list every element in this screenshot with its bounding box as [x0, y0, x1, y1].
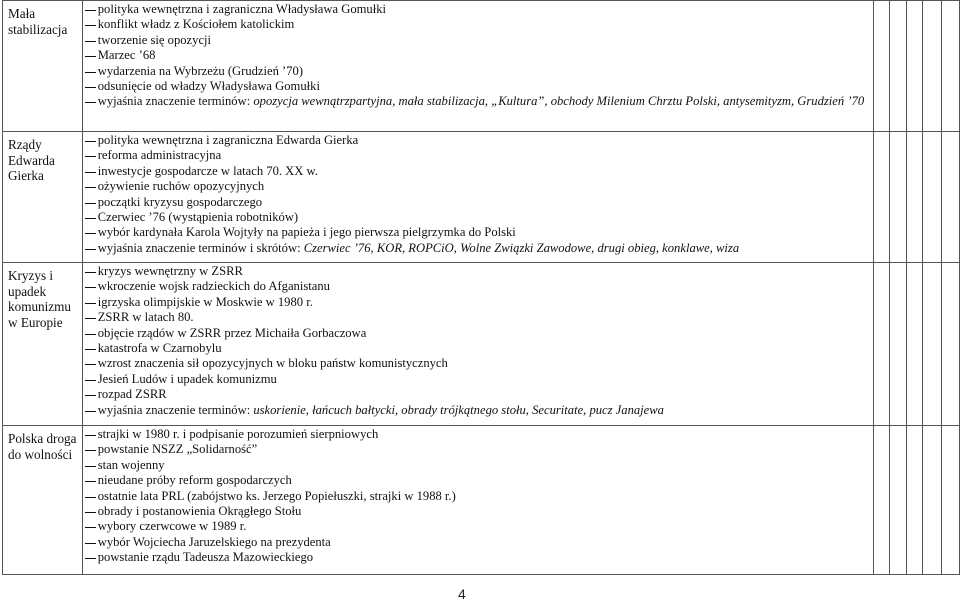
- item-text: polityka wewnętrzna i zagraniczna Władysława Gomułki: [97, 2, 387, 16]
- table-row-polska-droga: [3, 426, 960, 575]
- list-item: [83, 164, 873, 179]
- dash-bullet: [85, 156, 96, 157]
- item-text: strajki w 1980 r. i podpisanie porozumień sierpniowych: [97, 427, 379, 441]
- topic-label: Polska droga do wolności: [8, 431, 77, 462]
- list-item: [83, 442, 873, 457]
- dash-bullet: [85, 497, 96, 498]
- curriculum-table: [2, 0, 960, 575]
- item-terms: opozycja wewnątrzpartyjna, mała stabilizacja, „Kultura”, obchody Milenium Chrztu Polski, antysemityzm, Grudzień ’70: [253, 94, 865, 109]
- item-text: tworzenie się opozycji: [97, 32, 212, 47]
- item-text: nieudane próby reform gospodarczych: [97, 473, 292, 488]
- item-text: katastrofa w Czarnobylu: [97, 341, 222, 356]
- dash-bullet: [85, 10, 96, 11]
- item-list: [83, 133, 873, 256]
- list-item: [83, 403, 873, 418]
- dash-bullet: [85, 543, 96, 544]
- list-item: [83, 356, 873, 371]
- list-item: [83, 489, 873, 504]
- item-text: powstanie rządu Tadeusza Mazowieckiego: [97, 550, 314, 565]
- item-list: [83, 264, 873, 418]
- dash-bullet: [85, 527, 96, 528]
- list-item: [83, 264, 873, 279]
- dash-bullet: [85, 41, 96, 42]
- empty-cell: [890, 426, 907, 575]
- item-text: reforma administracyjna: [97, 148, 222, 163]
- item-text: Marzec ’68: [97, 48, 156, 63]
- item-text: odsunięcie od władzy Władysława Gomułki: [97, 79, 320, 94]
- list-item: [83, 473, 873, 488]
- item-text: rozpad ZSRR: [97, 387, 167, 402]
- list-item: [83, 64, 873, 79]
- empty-cell: [942, 1, 960, 132]
- list-item: [83, 225, 873, 240]
- item-text: ożywienie ruchów opozycyjnych: [97, 179, 265, 194]
- item-text: ostatnie lata PRL (zabójstwo ks. Jerzego Popiełuszki, strajki w 1988 r.): [97, 488, 456, 503]
- item-text: objęcie rządów w ZSRR przez Michaiła Gorbaczowa: [97, 325, 367, 340]
- item-text: wybory czerwcowe w 1989 r.: [97, 519, 247, 534]
- dash-bullet: [85, 249, 96, 250]
- dash-bullet: [85, 466, 96, 467]
- list-item: [83, 504, 873, 519]
- list-item: [83, 179, 873, 194]
- item-text: konflikt władz z Kościołem katolickim: [97, 17, 295, 32]
- dash-bullet: [85, 334, 96, 335]
- list-item: [83, 427, 873, 442]
- empty-cell: [923, 426, 942, 575]
- item-text: polityka wewnętrzna i zagraniczna Edwarda Gierka: [97, 133, 359, 147]
- dash-bullet: [85, 450, 96, 451]
- list-item: [83, 295, 873, 310]
- list-item: [83, 33, 873, 48]
- list-item: [83, 387, 873, 402]
- item-text: Czerwiec ’76 (wystąpienia robotników): [97, 210, 299, 225]
- dash-bullet: [85, 141, 96, 142]
- list-item: [83, 458, 873, 473]
- table-row-mala-stabilizacja: [3, 1, 960, 132]
- list-item: [83, 535, 873, 550]
- list-item: [83, 148, 873, 163]
- dash-bullet: [85, 72, 96, 73]
- dash-bullet: [85, 56, 96, 57]
- item-text: inwestycje gospodarcze w latach 70. XX w.: [97, 163, 318, 178]
- dash-bullet: [85, 303, 96, 304]
- item-terms: uskorienie, łańcuch bałtycki, obrady trójkątnego stołu, Securitate, pucz Janajewa: [253, 402, 664, 417]
- dash-bullet: [85, 318, 96, 319]
- dash-bullet: [85, 411, 96, 412]
- list-item: [83, 48, 873, 63]
- page-number: 4: [458, 586, 466, 602]
- list-item: [83, 241, 873, 256]
- topic-cell: [3, 426, 83, 575]
- item-text: powstanie NSZZ „Solidarność”: [97, 442, 258, 457]
- list-item: [83, 279, 873, 294]
- content-cell: [82, 1, 873, 132]
- empty-cell: [906, 263, 923, 426]
- item-terms: Czerwiec ’76, KOR, ROPCiO, Wolne Związki Zawodowe, drugi obieg, konklawe, wiza: [303, 240, 740, 255]
- empty-cell: [890, 1, 907, 132]
- list-item: [83, 133, 873, 148]
- empty-cell: [906, 1, 923, 132]
- empty-cell: [923, 1, 942, 132]
- list-item: [83, 310, 873, 325]
- table-row-kryzys-komunizmu: [3, 263, 960, 426]
- empty-cell: [906, 426, 923, 575]
- list-item: [83, 341, 873, 356]
- item-text: początki kryzysu gospodarczego: [97, 194, 263, 209]
- dash-bullet: [85, 187, 96, 188]
- dash-bullet: [85, 172, 96, 173]
- item-text: wybór Wojciecha Jaruzelskiego na prezydenta: [97, 534, 331, 549]
- item-text: kryzys wewnętrzny w ZSRR: [97, 264, 243, 278]
- topic-cell: [3, 1, 83, 132]
- content-cell: [82, 426, 873, 575]
- dash-bullet: [85, 272, 96, 273]
- list-item: [83, 79, 873, 94]
- topic-cell: [3, 132, 83, 263]
- item-text: wybór kardynała Karola Wojtyły na papieża i jego pierwsza pielgrzymka do Polski: [97, 225, 516, 240]
- item-text: stan wojenny: [97, 457, 165, 472]
- list-item: [83, 210, 873, 225]
- empty-cell: [942, 426, 960, 575]
- dash-bullet: [85, 349, 96, 350]
- item-text: ZSRR w latach 80.: [97, 310, 194, 325]
- list-item: [83, 17, 873, 32]
- dash-bullet: [85, 364, 96, 365]
- list-item: [83, 550, 873, 565]
- item-list: [83, 2, 873, 110]
- dash-bullet: [85, 512, 96, 513]
- list-item: [83, 326, 873, 341]
- dash-bullet: [85, 203, 96, 204]
- list-item: [83, 2, 873, 17]
- dash-bullet: [85, 102, 96, 103]
- empty-cell: [923, 263, 942, 426]
- topic-label: Mała stabilizacja: [8, 6, 68, 37]
- empty-cell: [906, 132, 923, 263]
- item-text: wzrost znaczenia sił opozycyjnych w bloku państw komunistycznych: [97, 356, 448, 371]
- dash-bullet: [85, 558, 96, 559]
- item-text: igrzyska olimpijskie w Moskwie w 1980 r.: [97, 294, 313, 309]
- dash-bullet: [85, 435, 96, 436]
- list-item: [83, 372, 873, 387]
- item-text: wydarzenia na Wybrzeżu (Grudzień ’70): [97, 63, 304, 78]
- dash-bullet: [85, 287, 96, 288]
- dash-bullet: [85, 380, 96, 381]
- dash-bullet: [85, 395, 96, 396]
- item-text: wkroczenie wojsk radzieckich do Afganistanu: [97, 279, 330, 294]
- dash-bullet: [85, 218, 96, 219]
- list-item: [83, 195, 873, 210]
- item-list: [83, 427, 873, 566]
- item-text: wyjaśnia znaczenie terminów i skrótów:: [97, 240, 304, 255]
- item-text: wyjaśnia znaczenie terminów:: [97, 94, 254, 109]
- content-cell: [82, 132, 873, 263]
- topic-label: Kryzys i upadek komunizmu w Europie: [8, 268, 72, 330]
- list-item: [83, 519, 873, 534]
- empty-cell: [890, 132, 907, 263]
- topic-label: Rządy Edwarda Gierka: [8, 137, 55, 183]
- content-cell: [82, 263, 873, 426]
- item-text: obrady i postanowienia Okrągłego Stołu: [97, 504, 302, 519]
- item-text: Jesień Ludów i upadek komunizmu: [97, 371, 277, 386]
- dash-bullet: [85, 25, 96, 26]
- list-item: [83, 94, 873, 109]
- dash-bullet: [85, 481, 96, 482]
- empty-cell: [923, 132, 942, 263]
- empty-cell: [890, 263, 907, 426]
- empty-cell: [942, 263, 960, 426]
- item-text: wyjaśnia znaczenie terminów:: [97, 402, 254, 417]
- dash-bullet: [85, 87, 96, 88]
- table-row-rzady-gierka: [3, 132, 960, 263]
- empty-cell: [942, 132, 960, 263]
- dash-bullet: [85, 233, 96, 234]
- topic-cell: [3, 263, 83, 426]
